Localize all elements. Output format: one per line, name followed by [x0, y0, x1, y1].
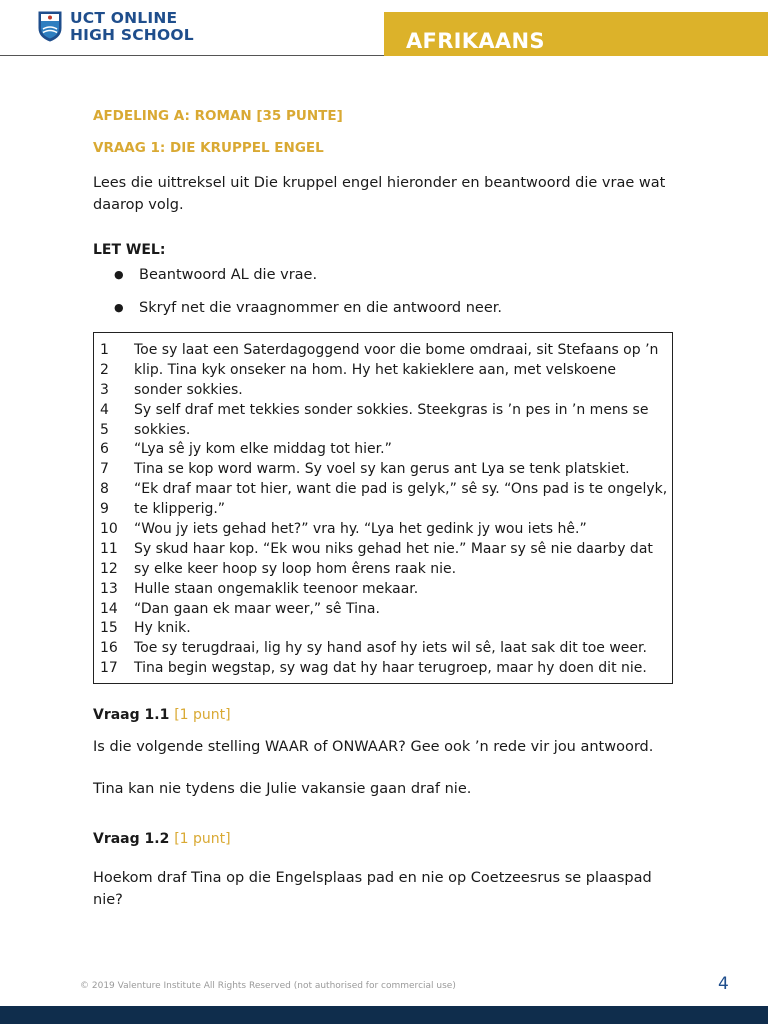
- note-bullet: [114, 267, 317, 283]
- bullet-icon: ●: [114, 268, 124, 281]
- question-1-1-heading: [93, 707, 231, 723]
- line-number: 15: [100, 620, 118, 637]
- passage-line: [100, 639, 666, 659]
- passage-line: [100, 341, 666, 361]
- passage-line: [100, 361, 666, 381]
- subject-title: AFRIKAANS: [406, 29, 545, 53]
- line-number: 12: [100, 560, 118, 577]
- line-number: 1: [100, 342, 109, 358]
- line-number: 7: [100, 461, 109, 478]
- passage-line: [100, 560, 666, 580]
- passage-line: [100, 381, 666, 401]
- passage-line: [100, 619, 666, 639]
- line-number: 11: [100, 540, 118, 557]
- line-text: Tina begin wegstap, sy wag dat hy haar terugroep, maar hy doen dit nie.: [134, 660, 647, 677]
- question-points: [1 punt]: [174, 707, 231, 723]
- page-number: 4: [718, 974, 729, 994]
- line-number: 14: [100, 600, 118, 617]
- question-label: Vraag 1.2: [93, 831, 170, 847]
- passage-line: [100, 580, 666, 600]
- passage-line: [100, 401, 666, 421]
- line-number: 17: [100, 660, 118, 677]
- question-points: [1 punt]: [174, 831, 231, 847]
- intro-paragraph: Lees die uittreksel uit Die kruppel engel hieronder en beantwoord die vrae wat daarop volg.: [93, 175, 666, 213]
- note-label: LET WEL:: [93, 242, 166, 258]
- brand-name: [70, 10, 194, 44]
- passage-line: [100, 520, 666, 540]
- question-1-1-statement: Tina kan nie tydens die Julie vakansie gaan draf nie.: [93, 781, 472, 797]
- line-number: 8: [100, 481, 109, 498]
- line-number: 13: [100, 580, 118, 597]
- line-text: “Dan gaan ek maar weer,” sê Tina.: [134, 600, 380, 617]
- line-number: 5: [100, 421, 109, 438]
- line-text: “Ek draf maar tot hier, want die pad is gelyk,” sê sy. “Ons pad is te ongelyk,: [134, 481, 668, 498]
- line-text: te klipperig.”: [134, 501, 226, 518]
- brand-line-1: UCT ONLINE: [70, 9, 178, 27]
- header-divider: [0, 55, 384, 56]
- line-text: “Lya sê jy kom elke middag tot hier.”: [134, 441, 392, 458]
- brand-line-2: HIGH SCHOOL: [70, 26, 194, 44]
- copyright-notice: © 2019 Valenture Institute All Rights Reserved (not authorised for commercial use): [80, 981, 456, 991]
- line-number: 9: [100, 501, 109, 518]
- line-text: klip. Tina kyk onseker na hom. Hy het kakieklere aan, met velskoene: [134, 361, 617, 378]
- line-number: 4: [100, 401, 109, 418]
- passage-line: [100, 659, 666, 679]
- line-number: 2: [100, 361, 109, 378]
- section-heading: AFDELING A: ROMAN [35 PUNTE]: [93, 108, 343, 124]
- line-text: Hy knik.: [134, 620, 191, 637]
- passage-line: [100, 600, 666, 620]
- passage-line: [100, 421, 666, 441]
- line-text: sonder sokkies.: [134, 381, 243, 398]
- line-number: 3: [100, 381, 109, 398]
- passage-line: [100, 440, 666, 460]
- question-heading: VRAAG 1: DIE KRUPPEL ENGEL: [93, 140, 324, 156]
- line-text: sokkies.: [134, 421, 191, 438]
- line-text: Sy skud haar kop. “Ek wou niks gehad het nie.” Maar sy sê nie daarby dat: [134, 540, 653, 557]
- note-bullet-text: Skryf net die vraagnommer en die antwoord neer.: [139, 300, 502, 316]
- passage-line: [100, 540, 666, 560]
- passage-line: [100, 460, 666, 480]
- line-text: Hulle staan ongemaklik teenoor mekaar.: [134, 580, 419, 597]
- passage-line: [100, 500, 666, 520]
- subject-banner: [384, 12, 768, 56]
- passage-box: [93, 332, 673, 684]
- question-1-2-prompt: Hoekom draf Tina op die Engelsplaas pad en nie op Coetzeesrus se plaaspad nie?: [93, 870, 652, 908]
- question-1-2-heading: [93, 831, 231, 847]
- question-1-1-prompt: Is die volgende stelling WAAR of ONWAAR? Gee ook ’n rede vir jou antwoord.: [93, 739, 654, 755]
- line-text: “Wou jy iets gehad het?” vra hy. “Lya het gedink jy wou iets hê.”: [134, 521, 587, 538]
- line-text: Sy self draf met tekkies sonder sokkies. Steekgras is ’n pes in ’n mens se: [134, 401, 649, 418]
- line-text: Tina se kop word warm. Sy voel sy kan gerus ant Lya se tenk platskiet.: [134, 461, 630, 478]
- note-bullet: [114, 300, 502, 316]
- footer-bar: [0, 1006, 768, 1024]
- bullet-icon: ●: [114, 301, 124, 314]
- line-text: Toe sy terugdraai, lig hy sy hand asof hy iets wil sê, laat sak dit toe weer.: [134, 640, 647, 657]
- uct-crest-icon: [38, 11, 62, 42]
- line-number: 6: [100, 441, 109, 458]
- line-text: sy elke keer hoop sy loop hom êrens raak nie.: [134, 560, 457, 577]
- line-number: 10: [100, 521, 118, 538]
- note-bullet-text: Beantwoord AL die vrae.: [139, 267, 318, 283]
- line-number: 16: [100, 640, 118, 657]
- question-label: Vraag 1.1: [93, 707, 170, 723]
- line-text: Toe sy laat een Saterdagoggend voor die bome omdraai, sit Stefaans op ’n: [134, 342, 659, 358]
- passage-line: [100, 480, 666, 500]
